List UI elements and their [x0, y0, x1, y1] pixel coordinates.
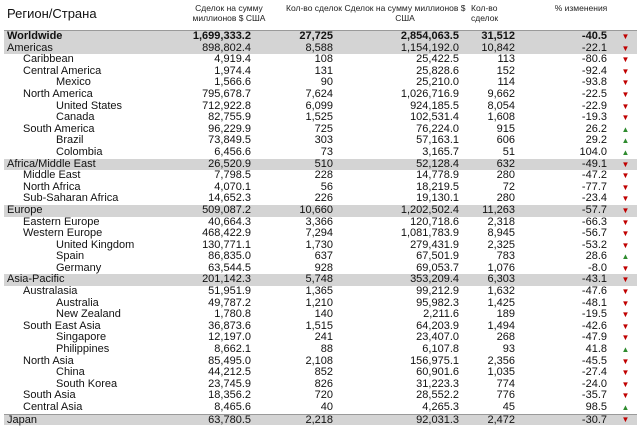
trend-down-arrow-icon: ▼	[621, 310, 630, 320]
row-deals-count-2019: 303	[314, 134, 333, 147]
row-deals-value-2018: 64,203.9	[416, 319, 459, 332]
row-change-percent: -27.4	[581, 366, 607, 379]
row-deals-value-2019: 468,422.9	[202, 227, 251, 240]
row-deals-count-2018: 152	[496, 64, 515, 77]
row-deals-value-2019: 130,771.1	[202, 238, 251, 251]
row-deals-count-2019: 3,366	[305, 215, 333, 228]
row-deals-value-2019: 712,922.8	[202, 99, 251, 112]
row-change-percent: -42.6	[581, 319, 607, 332]
row-deals-count-2018: 51	[502, 145, 515, 158]
row-region-name: Mexico	[56, 76, 91, 89]
row-deals-count-2018: 1,632	[487, 285, 515, 298]
row-deals-value-2018: 99,212.9	[416, 285, 459, 298]
row-change-percent: -30.7	[581, 413, 607, 426]
row-deals-value-2019: 8,465.6	[214, 401, 251, 413]
row-deals-count-2018: 1,076	[487, 261, 515, 274]
trend-down-arrow-icon: ▼	[621, 66, 630, 76]
row-deals-value-2018: 25,828.6	[416, 64, 459, 77]
row-region-name: United Kingdom	[56, 238, 135, 251]
row-deals-count-2018: 2,325	[487, 238, 515, 251]
row-deals-value-2019: 82,755.9	[208, 111, 251, 124]
row-deals-count-2019: 27,725	[299, 30, 333, 42]
row-deals-count-2019: 140	[314, 308, 333, 321]
row-change-percent: -80.6	[581, 53, 607, 66]
row-deals-count-2018: 8,945	[487, 227, 515, 240]
row-change-percent: -23.4	[581, 192, 607, 205]
row-deals-value-2018: 92,031.3	[416, 413, 459, 426]
row-change-percent: -49.1	[581, 157, 607, 170]
row-deals-value-2019: 86,835.0	[208, 250, 251, 263]
row-region-name: China	[56, 366, 85, 379]
row-region-name: Central Asia	[23, 401, 83, 413]
row-deals-value-2018: 60,901.6	[416, 366, 459, 379]
row-deals-value-2019: 96,229.9	[208, 122, 251, 135]
row-deals-count-2018: 2,356	[487, 354, 515, 367]
row-change-percent: -92.4	[581, 64, 607, 77]
table-row	[4, 344, 637, 356]
table-row	[4, 205, 637, 217]
row-deals-value-2019: 18,356.2	[208, 389, 251, 402]
table-row	[4, 147, 637, 159]
row-deals-count-2018: 9,662	[487, 87, 515, 100]
row-deals-count-2018: 915	[496, 122, 515, 135]
row-deals-value-2018: 279,431.9	[410, 238, 459, 251]
trend-down-arrow-icon: ▼	[621, 205, 630, 215]
row-change-percent: -8.0	[588, 261, 607, 274]
row-region-name: North America	[23, 87, 93, 100]
trend-down-arrow-icon: ▼	[621, 229, 630, 239]
row-region-name: Worldwide	[7, 30, 63, 42]
row-deals-count-2018: 8,054	[487, 99, 515, 112]
row-deals-value-2018: 120,718.6	[410, 215, 459, 228]
row-change-percent: -47.6	[581, 285, 607, 298]
trend-down-arrow-icon: ▼	[621, 78, 630, 88]
row-deals-value-2019: 1,974.4	[214, 64, 251, 77]
row-deals-value-2018: 76,224.0	[416, 122, 459, 135]
row-change-percent: -47.9	[581, 331, 607, 344]
row-deals-count-2019: 1,525	[305, 111, 333, 124]
row-deals-value-2018: 14,778.9	[416, 169, 459, 182]
row-change-percent: -24.0	[581, 377, 607, 390]
row-deals-value-2019: 14,652.3	[208, 192, 251, 205]
row-deals-value-2018: 95,982.3	[416, 296, 459, 309]
row-deals-count-2019: 241	[314, 331, 333, 344]
header-deals-count-2018: Кол-во сделок	[471, 3, 499, 23]
trend-down-arrow-icon: ▼	[621, 43, 630, 53]
row-deals-value-2018: 102,531.4	[410, 111, 459, 124]
table-row	[4, 31, 637, 43]
table-row	[4, 112, 637, 124]
row-deals-value-2018: 156,975.1	[410, 354, 459, 367]
row-region-name: Central America	[23, 64, 102, 77]
trend-down-arrow-icon: ▼	[621, 89, 630, 99]
row-deals-count-2018: 72	[502, 180, 515, 193]
trend-down-arrow-icon: ▼	[621, 101, 630, 111]
trend-down-arrow-icon: ▼	[621, 356, 630, 366]
row-deals-count-2019: 10,660	[299, 203, 333, 216]
row-deals-count-2018: 1,494	[487, 319, 515, 332]
row-change-percent: -47.2	[581, 169, 607, 182]
row-deals-count-2019: 90	[320, 76, 333, 89]
row-deals-count-2018: 93	[502, 343, 515, 356]
header-deals-value-2018: Сделок на сумму миллионов $ США	[344, 3, 466, 23]
row-deals-count-2019: 6,099	[305, 99, 333, 112]
row-change-percent: -19.3	[581, 111, 607, 124]
row-deals-value-2019: 4,919.4	[214, 53, 251, 66]
row-deals-value-2018: 25,422.5	[416, 53, 459, 66]
row-deals-count-2018: 2,318	[487, 215, 515, 228]
row-deals-count-2018: 1,608	[487, 111, 515, 124]
row-region-name: Africa/Middle East	[7, 157, 96, 170]
row-deals-value-2019: 898,802.4	[202, 41, 251, 54]
deals-table	[4, 0, 637, 425]
header-deals-value-2019: Сделок на сумму миллионов $ США	[192, 3, 266, 23]
row-change-percent: -66.3	[581, 215, 607, 228]
trend-down-arrow-icon: ▼	[621, 275, 630, 285]
trend-down-arrow-icon: ▼	[621, 263, 630, 273]
trend-up-arrow-icon: ▲	[621, 403, 630, 412]
row-deals-value-2019: 1,780.8	[214, 308, 251, 321]
table-row	[4, 228, 637, 240]
row-deals-value-2019: 4,070.1	[214, 180, 251, 193]
row-deals-value-2018: 57,163.1	[416, 134, 459, 147]
row-deals-count-2018: 774	[496, 377, 515, 390]
row-deals-value-2019: 49,787.2	[208, 296, 251, 309]
row-deals-count-2018: 280	[496, 169, 515, 182]
row-change-percent: -48.1	[581, 296, 607, 309]
row-deals-count-2019: 2,218	[305, 413, 333, 426]
row-deals-value-2019: 12,197.0	[208, 331, 251, 344]
header-region: Регион/Страна	[7, 6, 97, 21]
row-deals-value-2018: 1,026,716.9	[400, 87, 459, 100]
trend-down-arrow-icon: ▼	[621, 171, 630, 181]
trend-down-arrow-icon: ▼	[621, 391, 630, 401]
row-region-name: United States	[56, 99, 123, 112]
row-deals-value-2019: 795,678.7	[202, 87, 251, 100]
row-deals-value-2019: 51,951.9	[208, 285, 251, 298]
row-region-name: Asia-Pacific	[7, 273, 65, 286]
trend-down-arrow-icon: ▼	[621, 182, 630, 192]
trend-down-arrow-icon: ▼	[621, 321, 630, 331]
row-change-percent: 98.5	[585, 401, 607, 413]
row-region-name: Colombia	[56, 145, 103, 158]
row-change-percent: -22.5	[581, 87, 607, 100]
row-region-name: Spain	[56, 250, 85, 263]
row-deals-count-2018: 31,512	[481, 30, 515, 42]
row-deals-value-2019: 44,212.5	[208, 366, 251, 379]
row-region-name: Germany	[56, 261, 102, 274]
row-deals-count-2019: 1,515	[305, 319, 333, 332]
trend-down-arrow-icon: ▼	[621, 287, 630, 297]
row-region-name: North Africa	[23, 180, 81, 193]
trend-down-arrow-icon: ▼	[621, 32, 630, 41]
row-deals-value-2019: 63,780.5	[208, 413, 251, 426]
row-deals-value-2018: 31,223.3	[416, 377, 459, 390]
row-change-percent: 28.6	[585, 250, 607, 263]
row-region-name: South Asia	[23, 389, 76, 402]
trend-down-arrow-icon: ▼	[621, 414, 630, 424]
row-deals-value-2019: 36,873.6	[208, 319, 251, 332]
row-deals-value-2019: 509,087.2	[202, 203, 251, 216]
row-region-name: Singapore	[56, 331, 107, 344]
row-deals-count-2018: 114	[497, 76, 515, 89]
row-region-name: Philippines	[56, 343, 110, 356]
row-deals-count-2018: 632	[496, 157, 515, 170]
row-deals-count-2019: 5,748	[305, 273, 333, 286]
trend-up-arrow-icon: ▲	[621, 136, 630, 146]
row-change-percent: -53.2	[581, 238, 607, 251]
row-change-percent: -22.9	[581, 99, 607, 112]
trend-down-arrow-icon: ▼	[621, 55, 630, 65]
row-region-name: South Korea	[56, 377, 118, 390]
row-deals-value-2018: 4,265.3	[422, 401, 459, 413]
row-deals-count-2018: 45	[502, 401, 515, 413]
row-change-percent: 104.0	[579, 145, 607, 158]
table-row	[4, 170, 637, 182]
row-deals-count-2019: 40	[320, 401, 333, 413]
trend-down-arrow-icon: ▼	[621, 379, 630, 389]
row-change-percent: 26.2	[585, 122, 607, 135]
table-row	[4, 414, 637, 426]
trend-up-arrow-icon: ▲	[621, 252, 630, 262]
trend-down-arrow-icon: ▼	[621, 194, 630, 204]
row-region-name: Japan	[7, 413, 37, 426]
row-deals-count-2019: 1,730	[305, 238, 333, 251]
row-deals-value-2019: 1,566.6	[214, 76, 251, 89]
row-deals-count-2019: 725	[314, 122, 333, 135]
row-deals-value-2019: 23,745.9	[208, 377, 251, 390]
row-deals-value-2019: 8,662.1	[214, 343, 251, 356]
row-deals-value-2018: 1,154,192.0	[400, 41, 459, 54]
table-row	[4, 402, 637, 414]
row-deals-value-2019: 26,520.9	[208, 157, 251, 170]
row-deals-value-2018: 28,552.2	[416, 389, 459, 402]
row-change-percent: -93.8	[581, 76, 607, 89]
row-deals-count-2019: 1,365	[305, 285, 333, 298]
row-region-name: Eastern Europe	[23, 215, 100, 228]
row-deals-count-2018: 11,263	[482, 203, 515, 216]
row-change-percent: -35.7	[581, 389, 607, 402]
trend-down-arrow-icon: ▼	[621, 159, 630, 169]
row-deals-count-2019: 108	[314, 53, 333, 66]
row-deals-value-2018: 69,053.7	[416, 261, 459, 274]
row-deals-value-2018: 1,202,502.4	[400, 203, 459, 216]
row-change-percent: -45.5	[581, 354, 607, 367]
row-deals-value-2019: 7,798.5	[214, 169, 251, 182]
table-header	[4, 0, 637, 31]
row-change-percent: -77.7	[581, 180, 607, 193]
trend-down-arrow-icon: ▼	[621, 240, 630, 250]
row-deals-value-2019: 201,142.3	[202, 273, 251, 286]
row-deals-count-2019: 720	[314, 389, 333, 402]
row-region-name: Europe	[7, 203, 43, 216]
row-deals-value-2018: 23,407.0	[416, 331, 459, 344]
row-deals-count-2019: 852	[314, 366, 333, 379]
table-row	[4, 286, 637, 298]
row-region-name: Australasia	[23, 285, 78, 298]
row-deals-count-2019: 226	[314, 192, 333, 205]
row-deals-value-2018: 353,209.4	[410, 273, 459, 286]
row-deals-count-2018: 783	[496, 250, 515, 263]
row-deals-value-2019: 63,544.5	[208, 261, 251, 274]
row-region-name: New Zealand	[56, 308, 121, 321]
row-deals-count-2019: 928	[314, 261, 333, 274]
row-deals-value-2018: 18,219.5	[416, 180, 459, 193]
row-change-percent: -57.7	[581, 203, 607, 216]
row-region-name: Sub-Saharan Africa	[23, 192, 119, 205]
row-change-percent: 29.2	[585, 134, 607, 147]
row-deals-count-2019: 2,108	[305, 354, 333, 367]
row-deals-count-2019: 88	[320, 343, 333, 356]
row-deals-count-2019: 8,588	[305, 41, 333, 54]
row-deals-count-2018: 2,472	[487, 413, 515, 426]
row-region-name: South East Asia	[23, 319, 101, 332]
row-deals-count-2018: 268	[496, 331, 515, 344]
trend-down-arrow-icon: ▼	[621, 217, 630, 227]
row-deals-value-2019: 73,849.5	[208, 134, 251, 147]
row-deals-count-2018: 6,303	[487, 273, 515, 286]
row-deals-count-2019: 73	[320, 145, 333, 158]
row-deals-value-2018: 1,081,783.9	[400, 227, 459, 240]
row-deals-count-2018: 606	[496, 134, 515, 147]
table-row	[4, 89, 637, 101]
row-deals-count-2018: 1,425	[487, 296, 515, 309]
trend-down-arrow-icon: ▼	[621, 298, 630, 308]
row-deals-value-2019: 6,456.6	[214, 145, 251, 158]
row-deals-count-2018: 189	[496, 308, 515, 321]
row-deals-count-2019: 826	[314, 377, 333, 390]
row-deals-value-2018: 6,107.8	[422, 343, 459, 356]
row-change-percent: -56.7	[581, 227, 607, 240]
row-region-name: Americas	[7, 41, 53, 54]
row-deals-count-2018: 1,035	[487, 366, 515, 379]
row-region-name: Middle East	[23, 169, 81, 182]
row-deals-count-2018: 776	[496, 389, 515, 402]
trend-down-arrow-icon: ▼	[621, 113, 630, 123]
row-deals-count-2018: 280	[496, 192, 515, 205]
header-deals-count-2019: Кол-во сделок	[286, 3, 342, 13]
row-region-name: Caribbean	[23, 53, 74, 66]
row-deals-count-2018: 10,842	[481, 41, 515, 54]
row-change-percent: 41.8	[585, 343, 607, 356]
row-deals-count-2019: 1,210	[305, 296, 333, 309]
header-change: % изменения	[554, 3, 608, 13]
row-deals-count-2019: 7,294	[305, 227, 333, 240]
row-deals-value-2018: 52,128.4	[416, 157, 459, 170]
row-deals-count-2019: 7,624	[305, 87, 333, 100]
row-deals-value-2018: 67,501.9	[416, 250, 459, 263]
trend-down-arrow-icon: ▼	[621, 333, 630, 343]
row-deals-value-2018: 2,854,063.5	[400, 30, 459, 42]
row-region-name: Western Europe	[23, 227, 103, 240]
row-change-percent: -43.1	[581, 273, 607, 286]
row-deals-count-2019: 510	[314, 157, 333, 170]
trend-up-arrow-icon: ▲	[621, 345, 630, 355]
row-deals-value-2019: 85,495.0	[208, 354, 251, 367]
row-deals-count-2019: 131	[314, 64, 333, 77]
trend-up-arrow-icon: ▲	[621, 147, 630, 157]
row-deals-count-2019: 56	[320, 180, 333, 193]
row-deals-count-2018: 113	[497, 53, 515, 66]
row-deals-value-2018: 25,210.0	[416, 76, 459, 89]
row-deals-value-2018: 2,211.6	[423, 308, 459, 321]
row-deals-value-2019: 1,699,333.2	[192, 30, 251, 42]
table-body	[4, 31, 637, 425]
row-deals-value-2019: 40,664.3	[208, 215, 251, 228]
trend-down-arrow-icon: ▼	[621, 368, 630, 378]
row-region-name: South America	[23, 122, 95, 135]
row-region-name: North Asia	[23, 354, 74, 367]
row-region-name: Australia	[56, 296, 99, 309]
row-deals-count-2019: 228	[314, 169, 333, 182]
row-region-name: Brazil	[56, 134, 84, 147]
row-change-percent: -22.1	[581, 41, 607, 54]
trend-up-arrow-icon: ▲	[621, 124, 630, 134]
row-deals-value-2018: 3,165.7	[422, 145, 459, 158]
row-deals-value-2018: 19,130.1	[416, 192, 459, 205]
row-change-percent: -19.5	[581, 308, 607, 321]
row-deals-count-2019: 637	[314, 250, 333, 263]
row-deals-value-2018: 924,185.5	[410, 99, 459, 112]
row-change-percent: -40.5	[581, 30, 607, 42]
row-region-name: Canada	[56, 111, 95, 124]
